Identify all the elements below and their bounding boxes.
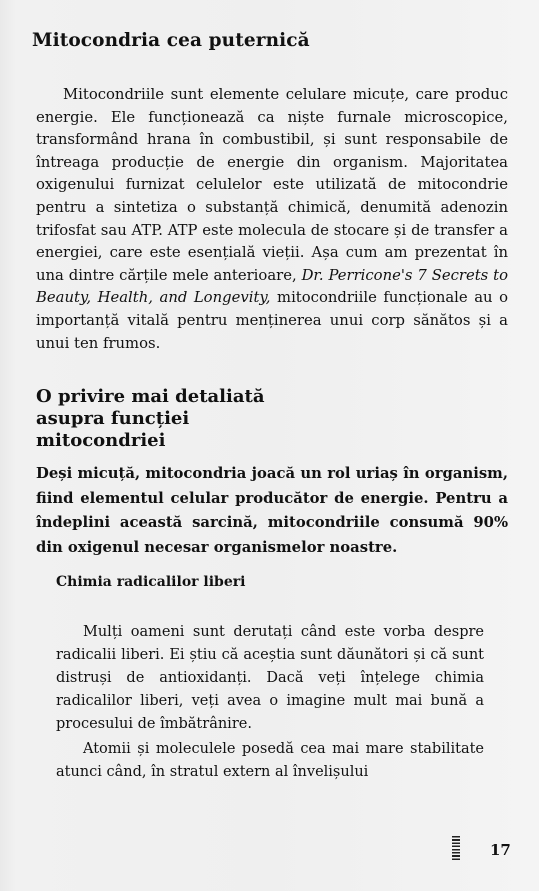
subsection-heading: O privire mai detaliată asupra funcției mitocondriei xyxy=(36,386,265,451)
minor-heading: Chimia radicalilor liberi xyxy=(56,574,246,590)
paragraph-text: Mitocondriile sunt elemente celulare micuțe, care produc energie. Ele funcționează ca niște furnale microscopice, transformând hrana în combustibil, și sunt responsabile de întreaga producție de energie din organism. Majoritatea oxigenului furnizat celulelor este utilizată de mitocondrie pentru a sintetiza o substanță chimică, denumită adenozin trifosfat sau ATP. ATP este molecula de stocare și de transfer a energiei, care este esențială vieții. Așa cum am prezentat în una dintre cărțile mele anterioare, xyxy=(36,86,508,284)
body-paragraph-2: Mulți oameni sunt derutați când este vorba despre radicalii liberi. Ei știu că aceștia sunt dăunători și că sunt distruși de antioxidanți. Dacă veți înțelege chimia radicalilor liberi, veți avea o imagine mult mai bună a procesului de îmbătrânire. xyxy=(56,624,484,732)
lead-paragraph: Deși micuță, mitocondria joacă un rol uriaș în organism, fiind elementul celular producător de energie. Pentru a îndeplini această sarcină, mitocondriile consumă 90% din oxigenul necesar organismelor noastre. xyxy=(36,465,508,556)
body-paragraph-3: Atomii și moleculele posedă cea mai mare stabilitate atunci când, în stratul extern al învelișului xyxy=(56,741,484,780)
section-heading: Mitocondria cea puternică xyxy=(32,30,310,51)
paragraph-text-end: mitocondriile funcționale au o importanță vitală pentru menținerea unui corp sănătos și a unui ten frumos. xyxy=(36,289,509,352)
book-title: Dr. Perricone's 7 Secrets to Beauty, Health, and Longevity, xyxy=(36,266,508,307)
page-ornament xyxy=(452,836,460,860)
body-paragraph xyxy=(36,84,508,355)
page-number: 17 xyxy=(490,841,511,859)
